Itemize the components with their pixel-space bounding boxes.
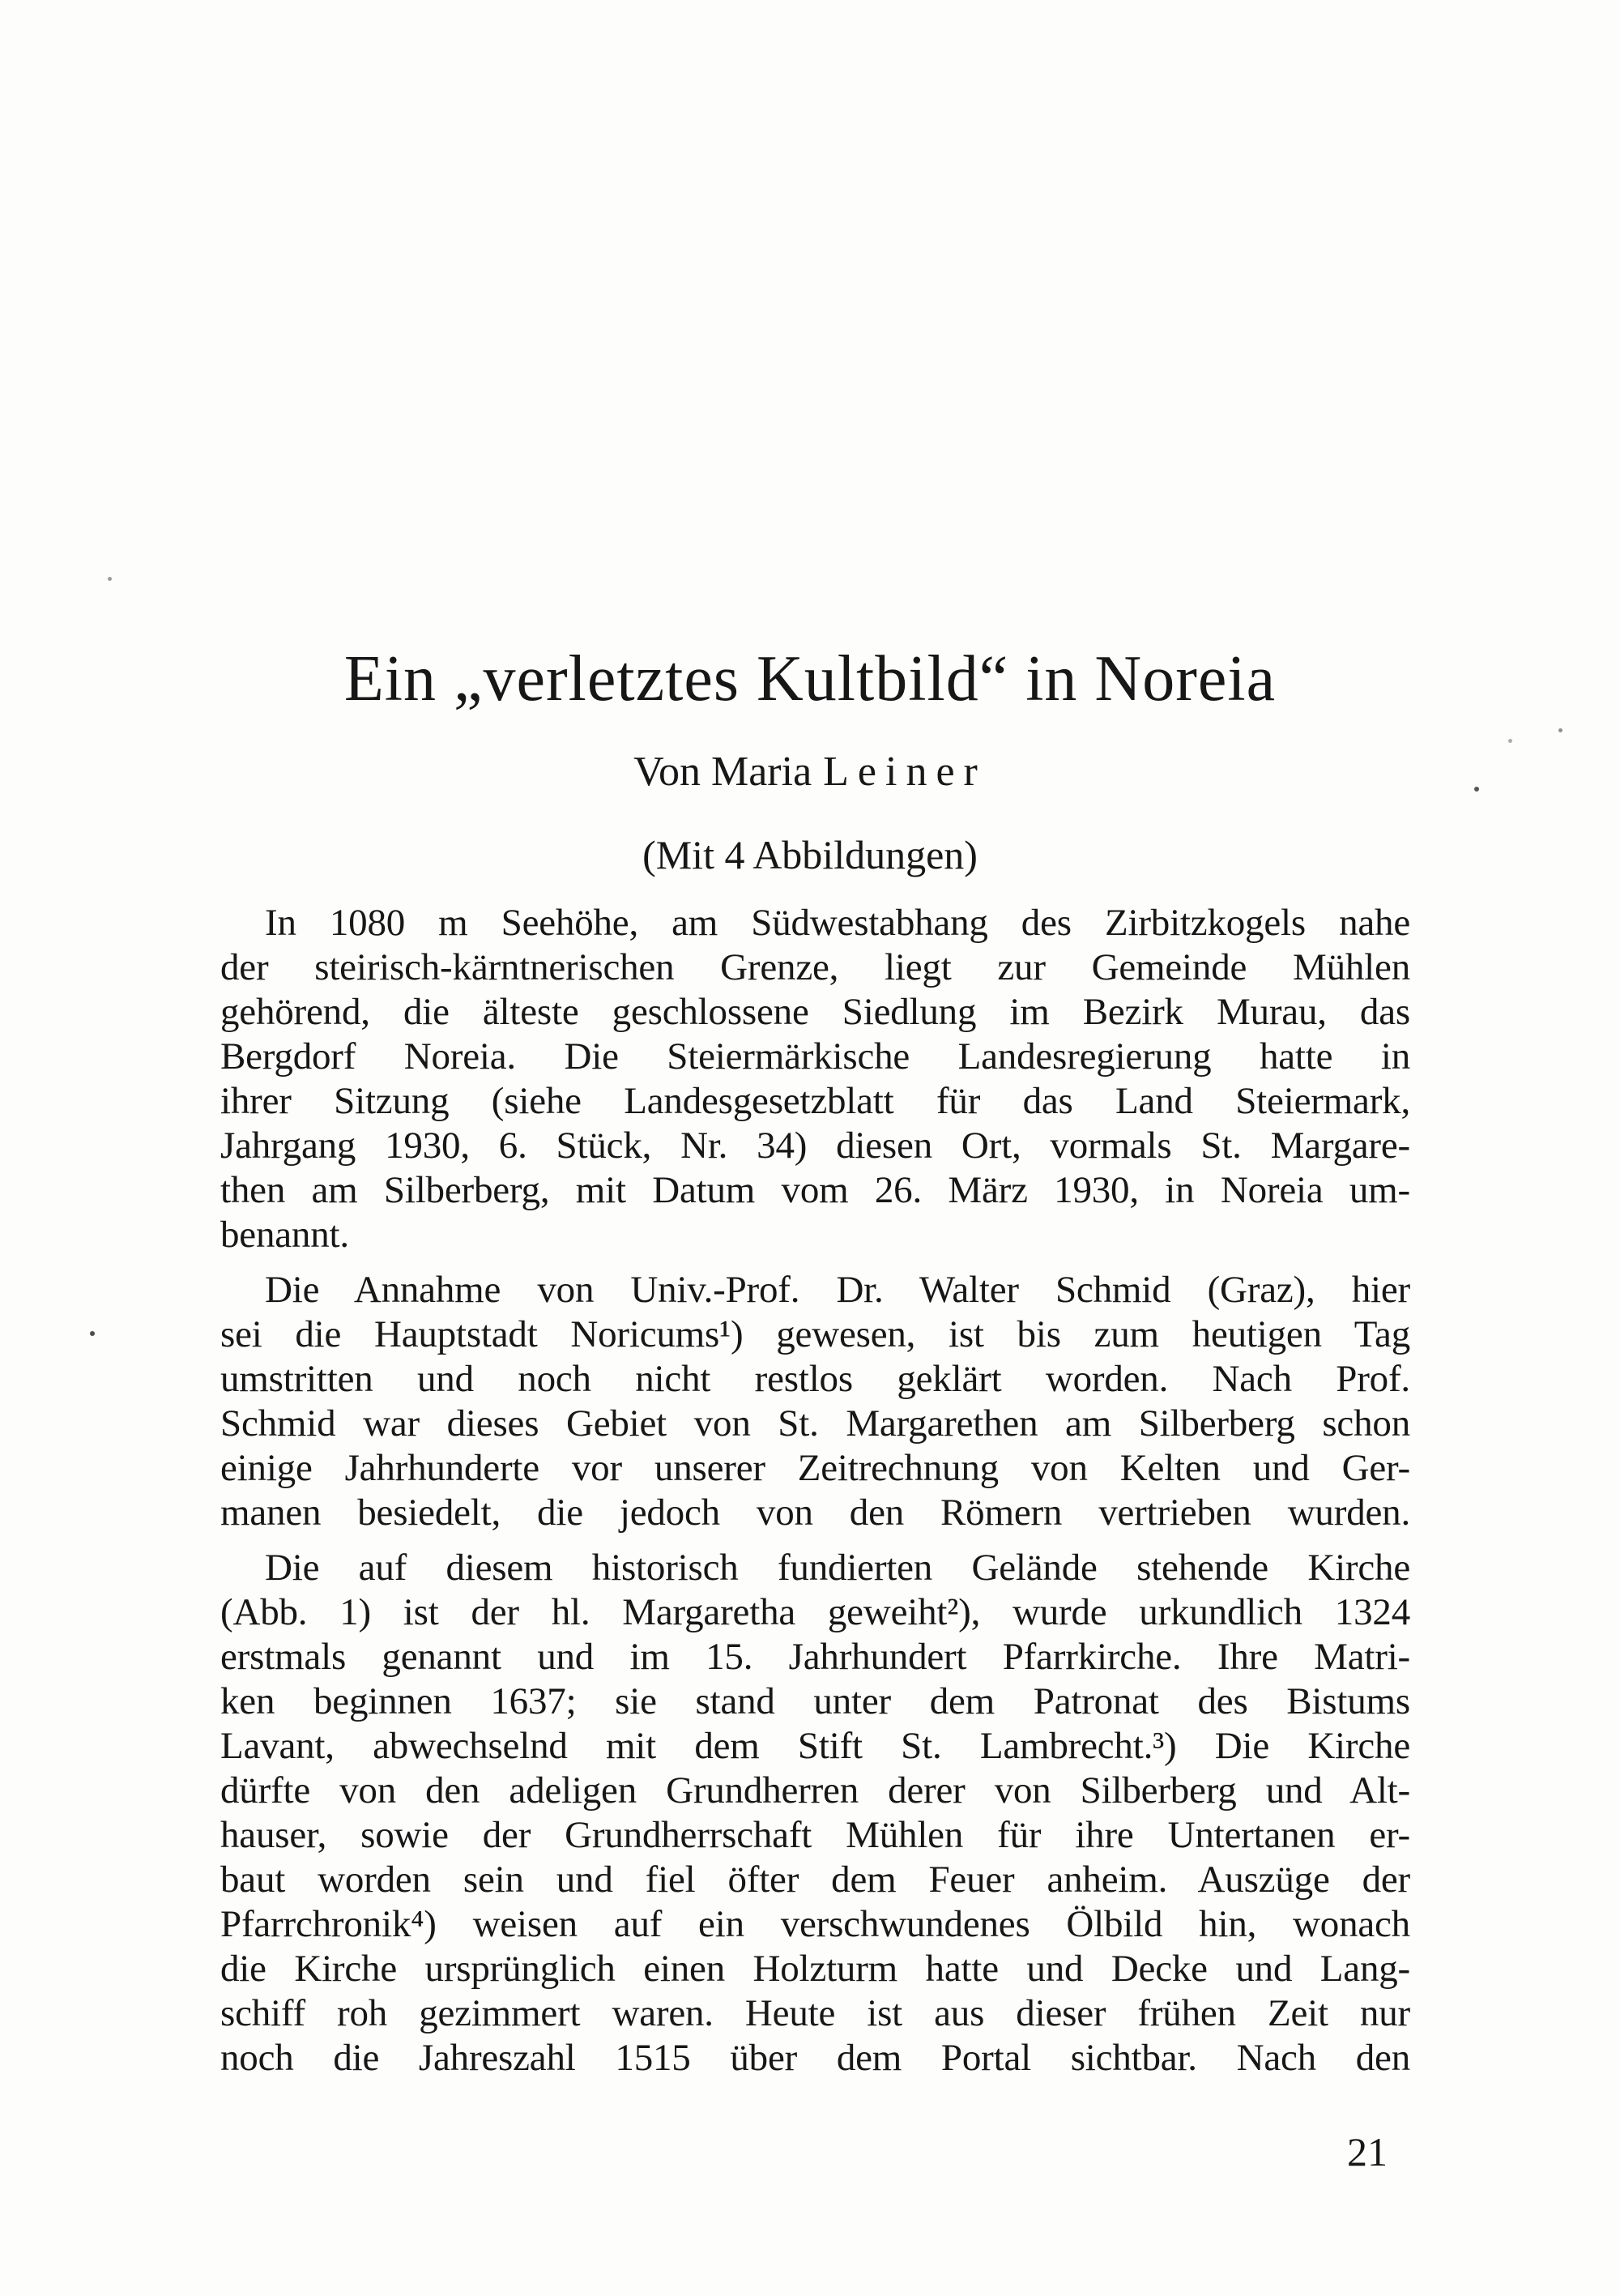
body-line: In 1080 m Seehöhe, am Südwestabhang des Zirbitzkogels nahe: [265, 902, 1410, 944]
body-line: erstmals genannt und im 15. Jahrhundert Pfarrkirche. Ihre Matri-: [220, 1636, 1410, 1678]
body-line: umstritten und noch nicht restlos geklärt worden. Nach Prof.: [220, 1358, 1410, 1400]
article-byline: [0, 749, 1620, 796]
article-title: Ein „verletztes Kultbild“ in Noreia: [343, 643, 1277, 715]
article-body: [220, 901, 1410, 2080]
body-line: noch die Jahreszahl 1515 über dem Portal sichtbar. Nach den: [220, 2037, 1410, 2079]
body-line: Die Annahme von Univ.-Prof. Dr. Walter Schmid (Graz), hier: [265, 1269, 1410, 1311]
paragraph: [220, 1546, 1410, 2080]
body-line: dürfte von den adeligen Grundherren derer von Silberberg und Alt-: [220, 1769, 1410, 1812]
scan-speck: [1558, 728, 1562, 732]
paragraph: [220, 901, 1410, 1257]
body-line: Jahrgang 1930, 6. Stück, Nr. 34) diesen Ort, vormals St. Margare-: [220, 1125, 1410, 1167]
body-line: einige Jahrhunderte vor unserer Zeitrechnung von Kelten und Ger-: [220, 1447, 1410, 1489]
body-line: sei die Hauptstadt Noricums¹) gewesen, ist bis zum heutigen Tag: [220, 1313, 1410, 1355]
body-line: baut worden sein und fiel öfter dem Feuer anheim. Auszüge der: [220, 1859, 1410, 1901]
body-line: Pfarrchronik⁴) weisen auf ein verschwundenes Ölbild hin, wonach: [220, 1903, 1410, 1945]
body-line: manen besiedelt, die jedoch von den Römern vertrieben wurden.: [220, 1492, 1410, 1534]
paragraph: [220, 1268, 1410, 1535]
body-line: gehörend, die älteste geschlossene Siedlung im Bezirk Murau, das: [220, 991, 1410, 1033]
byline-name: Leiner: [823, 749, 987, 795]
body-line: die Kirche ursprünglich einen Holzturm hatte und Decke und Lang-: [220, 1948, 1410, 1990]
body-line: benannt.: [220, 1214, 349, 1256]
scan-speck: [108, 577, 112, 581]
body-line: Die auf diesem historisch fundierten Gelände stehende Kirche: [265, 1547, 1410, 1589]
scan-speck: [1474, 787, 1479, 792]
body-line: hauser, sowie der Grundherrschaft Mühlen für ihre Untertanen er-: [220, 1814, 1410, 1856]
body-line: Schmid war dieses Gebiet von St. Margarethen am Silberberg schon: [220, 1402, 1410, 1445]
figure-count-note: (Mit 4 Abbildungen): [642, 832, 978, 877]
page-number: 21: [1347, 2129, 1388, 2174]
body-line: Lavant, abwechselnd mit dem Stift St. Lambrecht.³) Die Kirche: [220, 1725, 1410, 1767]
body-line: der steirisch-kärntnerischen Grenze, liegt zur Gemeinde Mühlen: [220, 946, 1410, 988]
body-line: ihrer Sitzung (siehe Landesgesetzblatt für das Land Steiermark,: [220, 1080, 1410, 1122]
body-line: ken beginnen 1637; sie stand unter dem Patronat des Bistums: [220, 1680, 1410, 1722]
body-line: schiff roh gezimmert waren. Heute ist aus dieser frühen Zeit nur: [220, 1992, 1410, 2034]
body-line: (Abb. 1) ist der hl. Margaretha geweiht²), wurde urkundlich 1324: [220, 1591, 1410, 1633]
body-line: Bergdorf Noreia. Die Steiermärkische Landesregierung hatte in: [220, 1035, 1410, 1078]
body-line: then am Silberberg, mit Datum vom 26. März 1930, in Noreia um-: [220, 1169, 1410, 1211]
byline-prefix: Von Maria: [633, 749, 812, 795]
scan-speck: [1508, 739, 1512, 743]
scan-speck: [90, 1331, 95, 1336]
